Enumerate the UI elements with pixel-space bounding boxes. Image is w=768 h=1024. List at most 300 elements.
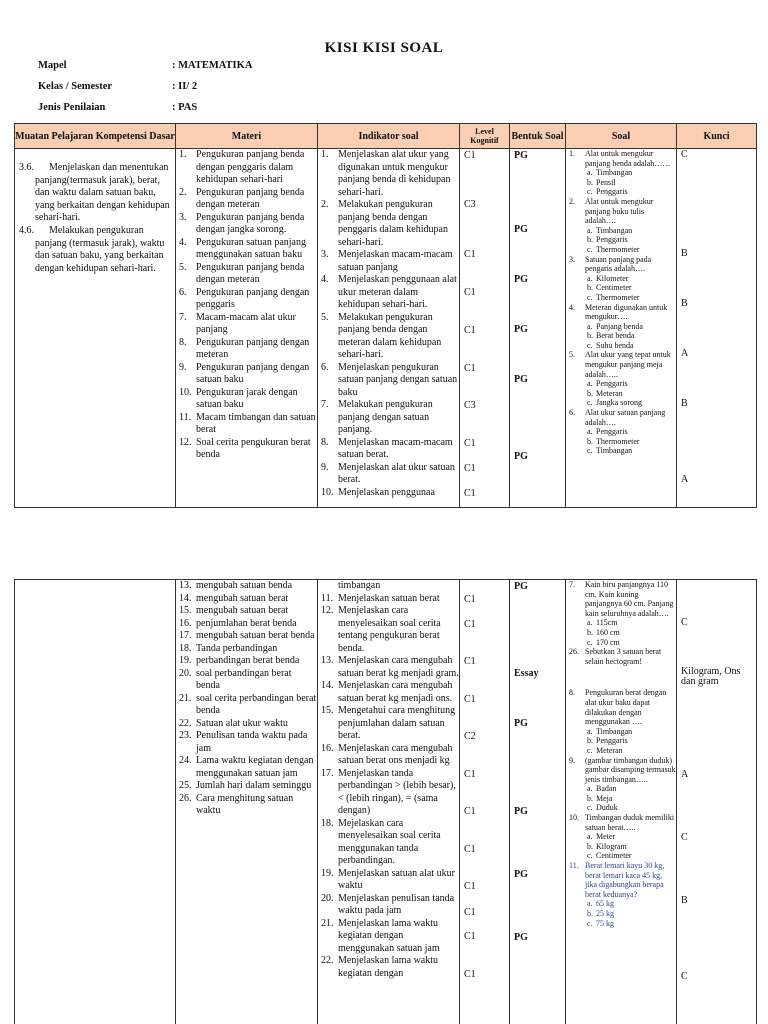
answer-option <box>566 331 676 341</box>
question-block <box>566 688 676 755</box>
item-text: Menjelaskan satuan berat <box>338 592 440 604</box>
indikator-item <box>318 955 459 980</box>
item-text: Menjelaskan penggunaan alat ukur meteran dalam kehidupan sehari-hari. <box>338 274 457 310</box>
question-text <box>566 756 676 785</box>
question-text <box>566 303 676 322</box>
question-number: 7. <box>569 580 575 589</box>
question-number: 3. <box>569 254 575 264</box>
level-cell <box>460 580 510 1024</box>
option-letter: b. <box>587 436 593 446</box>
meta-value: : II/ 2 <box>172 81 198 92</box>
level-value: C3 <box>464 199 476 210</box>
option-text: Timbangan <box>596 726 633 736</box>
level-value: C1 <box>464 619 476 630</box>
question-body: Timbangan duduk memiliki satuan berat….. <box>585 813 675 832</box>
option-letter: a. <box>587 726 593 736</box>
materi-item <box>176 580 317 593</box>
question-body: Sebutkan 3 satuan berat selain hectogram! <box>585 647 662 666</box>
question-body: (gambar timbangan duduk) gambar disamping termasuk jenis timbangan….. <box>585 755 676 784</box>
option-letter: c. <box>587 637 593 647</box>
option-letter: b. <box>587 331 593 341</box>
level-value: C1 <box>464 844 476 855</box>
answer-option <box>566 736 676 746</box>
question-block <box>566 861 676 928</box>
option-letter: c. <box>587 918 593 928</box>
bentuk-cell <box>510 580 566 1024</box>
item-text: Menjelaskan macam-macam satuan berat. <box>338 436 453 460</box>
item-text: Menjelaskan cara mengubah satuan berat kg menjadi gram. <box>338 655 459 679</box>
question-number: 1. <box>569 149 575 158</box>
question-text <box>566 408 676 427</box>
header-materi: Materi <box>176 124 318 149</box>
answer-option <box>566 427 676 437</box>
question-number: 9. <box>569 755 575 765</box>
item-text: Cara menghitung satuan waktu <box>196 792 294 816</box>
soal-cell <box>566 149 677 508</box>
question-number: 5. <box>569 350 575 360</box>
item-number: 1. <box>321 149 329 160</box>
kunci-value: B <box>681 895 688 906</box>
answer-option <box>566 226 676 236</box>
option-text: Jangka sorong <box>596 398 642 408</box>
materi-item <box>176 287 317 312</box>
item-text: Pengukuran jarak dengan satuan baku <box>196 386 298 410</box>
option-text: Thermometer <box>596 244 640 254</box>
option-letter: b. <box>587 909 593 918</box>
item-number: 1. <box>179 149 187 160</box>
item-number: 23. <box>179 730 192 741</box>
item-text: Menjelaskan pengukuran satuan panjang dengan satuan baku <box>338 361 458 398</box>
answer-option <box>566 919 676 929</box>
answer-option <box>566 178 676 188</box>
meta-label: Kelas / Semester <box>38 81 113 92</box>
answer-option <box>566 245 676 255</box>
item-number: 19. <box>321 867 334 879</box>
item-text: Melakukan pengukuran panjang benda dengan meteran dalam kehidupan sehari-hari. <box>338 311 442 360</box>
bentuk-value: PG <box>514 374 528 385</box>
answer-option <box>566 168 676 178</box>
question-number: 6. <box>569 408 575 418</box>
kd-cell <box>15 149 176 508</box>
indikator-item <box>318 893 459 918</box>
answer-option <box>566 446 676 456</box>
answer-option <box>566 235 676 245</box>
option-letter: b. <box>587 793 593 803</box>
item-text: Macam-macam alat ukur panjang <box>196 311 296 335</box>
level-value: C1 <box>464 325 476 336</box>
meta-value: : MATEMATIKA <box>172 60 253 71</box>
item-number: 21. <box>179 692 192 704</box>
option-text: Thermometer <box>596 292 640 302</box>
kd-cell <box>15 580 176 1024</box>
materi-item <box>176 643 317 656</box>
item-text: Menjelaskan alat ukur satuan berat. <box>338 461 455 485</box>
materi-item <box>176 212 317 237</box>
item-number: 8. <box>179 336 187 348</box>
answer-option <box>566 803 676 813</box>
answer-option <box>566 187 676 197</box>
materi-item <box>176 730 317 755</box>
item-number: 14. <box>321 680 334 691</box>
item-number: 15. <box>179 605 192 616</box>
level-value: C1 <box>464 907 476 918</box>
kunci-value: C <box>681 149 688 160</box>
level-value: C1 <box>464 249 476 260</box>
option-letter: a. <box>587 784 593 794</box>
kunci-value: C <box>681 617 688 628</box>
item-number: 13. <box>179 580 192 591</box>
option-text: Timbangan <box>596 168 633 178</box>
option-text: 160 cm <box>596 627 620 637</box>
item-text: mengubah satuan berat <box>196 592 289 604</box>
materi-item <box>176 312 317 337</box>
indikator-item <box>318 462 459 487</box>
item-number: 18. <box>179 642 192 654</box>
question-number: 26. <box>569 647 579 657</box>
item-text: Pengukuran panjang benda dengan meteran <box>196 186 305 210</box>
item-text: soal perbandingan berat benda <box>196 667 292 691</box>
option-letter: c. <box>587 292 593 302</box>
question-body: Alat ukur satuan panjang adalah…. <box>585 408 666 427</box>
header-kd: Muatan Pelajaran Kompetensi Dasar <box>15 124 176 149</box>
option-letter: b. <box>587 627 593 637</box>
item-number: 4. <box>179 236 187 248</box>
question-block <box>566 255 676 303</box>
answer-option <box>566 727 676 737</box>
item-text: Pengukuran panjang dengan penggaris <box>196 286 310 310</box>
bentuk-value: PG <box>514 869 528 880</box>
option-letter: a. <box>587 379 593 389</box>
question-text <box>566 197 676 226</box>
option-letter: c. <box>587 244 593 254</box>
item-number: 5. <box>321 311 329 323</box>
item-text: Lama waktu kegiatan dengan menggunakan satuan jam <box>196 755 314 779</box>
item-text: Mengetahui cara menghitung penjumlahan dalam satuan berat. <box>338 705 456 741</box>
option-letter: c. <box>587 446 593 456</box>
answer-option <box>566 341 676 351</box>
option-letter: a. <box>587 321 593 331</box>
table-row <box>15 149 757 508</box>
item-text: Menjelaskan macam-macam satuan panjang <box>338 249 453 273</box>
bentuk-value: PG <box>514 224 528 235</box>
item-number: 25. <box>179 780 192 791</box>
option-letter: a. <box>587 899 593 909</box>
item-number: 22. <box>321 955 334 966</box>
item-text: Melakukan pengukuran panjang dengan satuan panjang. <box>338 399 433 435</box>
materi-item <box>176 262 317 287</box>
indikator-item <box>318 437 459 462</box>
option-text: Timbangan <box>596 225 633 235</box>
question-block <box>566 813 676 861</box>
question-block <box>566 303 676 351</box>
item-text: Pengukuran panjang benda dengan meteran <box>196 261 305 285</box>
option-text: Meteran <box>596 745 623 755</box>
answer-option <box>566 283 676 293</box>
item-text: mengubah satuan berat benda <box>196 630 315 641</box>
item-number: 9. <box>321 461 329 473</box>
item-text: perbandingan berat benda <box>196 655 300 666</box>
materi-item <box>176 693 317 718</box>
option-text: Penggaris <box>596 736 628 746</box>
item-number: 13. <box>321 655 334 666</box>
question-text <box>566 580 676 618</box>
option-text: Centimeter <box>596 851 632 861</box>
materi-item <box>176 793 317 818</box>
indikator-item <box>318 655 459 680</box>
question-body: Berat lemari kayu 30 kg, berat lemari kaca 45 kg, jika digabungkan berapa berat keduanya? <box>585 861 665 899</box>
item-number: 9. <box>179 361 187 373</box>
item-number: 7. <box>179 311 187 323</box>
indikator-item <box>318 743 459 768</box>
kunci-value: A <box>681 348 689 359</box>
level-value: C1 <box>464 694 476 705</box>
meta-value: : PAS <box>172 102 198 113</box>
option-text: Penggaris <box>596 235 628 245</box>
level-value: C1 <box>464 931 476 942</box>
question-text <box>566 350 676 379</box>
item-text: Menjelaskan lama waktu kegiatan dengan <box>338 955 438 979</box>
table-header-row <box>15 124 757 149</box>
answer-option <box>566 628 676 638</box>
answer-option <box>566 389 676 399</box>
level-value: C1 <box>464 150 476 161</box>
answer-option <box>566 899 676 909</box>
question-text <box>566 647 676 666</box>
kunci-cell <box>677 580 757 1024</box>
item-number: 4. <box>321 274 329 285</box>
level-value: C1 <box>464 363 476 374</box>
item-text: Macam timbangan dan satuan berat <box>196 411 316 435</box>
indikator-cell <box>318 580 460 1024</box>
item-number: 16. <box>179 617 192 629</box>
materi-cell <box>176 149 318 508</box>
answer-option <box>566 909 676 919</box>
indikator-item <box>318 199 459 249</box>
item-text: Pengukuran panjang dengan meteran <box>196 336 310 360</box>
indikator-item <box>318 768 459 818</box>
item-text: Menjelaskan alat ukur yang digunakan untuk mengukur panjang benda di kehidupan sehari-hari. <box>338 149 451 198</box>
answer-option <box>566 437 676 447</box>
indikator-continuation: timbangan <box>338 580 381 591</box>
option-text: Kilometer <box>596 273 629 283</box>
item-text: Menjelaskan cara mengubah satuan berat kg menjadi ons. <box>338 680 453 704</box>
item-number: 20. <box>321 892 334 904</box>
item-number: 8. <box>321 436 329 448</box>
answer-option <box>566 322 676 332</box>
materi-item <box>176 362 317 387</box>
item-text: Pengukuran panjang benda dengan jangka sorong. <box>196 211 305 235</box>
question-text <box>566 861 676 899</box>
question-number: 11. <box>569 861 579 871</box>
level-value: C2 <box>464 731 476 742</box>
answer-option <box>566 293 676 303</box>
item-number: 21. <box>321 917 334 929</box>
answer-option <box>566 379 676 389</box>
question-body: Satuan panjang pada pengaris adalah…. <box>585 254 652 274</box>
option-text: Meter <box>596 832 616 842</box>
option-text: 25 kg <box>596 909 614 918</box>
item-text: mengubah satuan benda <box>196 580 293 591</box>
indikator-item <box>318 487 459 500</box>
kunci-value: A <box>681 474 689 485</box>
indikator-item <box>318 705 459 743</box>
item-number: 10. <box>179 386 192 398</box>
option-letter: a. <box>587 168 593 178</box>
document-title: KISI KISI SOAL <box>324 40 444 56</box>
item-number: 7. <box>321 399 329 410</box>
item-number: 20. <box>179 667 192 679</box>
answer-option <box>566 746 676 756</box>
question-block <box>566 647 676 666</box>
indikator-item <box>318 312 459 362</box>
level-value: C1 <box>464 969 476 980</box>
indikator-item <box>318 249 459 274</box>
kd-item: 3.6. Menjelaskan dan menentukan panjang(termasuk jarak), berat, dan waktu dalam satuan baku, yang berkaitan dengan kehidupan sehari-hari. <box>19 162 170 224</box>
materi-item <box>176 337 317 362</box>
option-text: 75 kg <box>596 918 614 928</box>
option-letter: b. <box>587 736 593 746</box>
indikator-item <box>318 918 459 956</box>
answer-option <box>566 398 676 408</box>
level-value: C1 <box>464 463 476 474</box>
materi-item <box>176 655 317 668</box>
item-text: Menjelaskan cara mengubah satuan berat ons menjadi kg <box>338 742 453 766</box>
indikator-cell <box>318 149 460 508</box>
item-text: penjumlahan berat benda <box>196 617 297 629</box>
item-number: 26. <box>179 792 192 804</box>
item-number: 18. <box>321 817 334 829</box>
question-body: Pengukuran berat dengan alat ukur baku dapat dilakukan dengan menggunakan …. <box>585 688 667 727</box>
level-value: C1 <box>464 656 476 667</box>
item-number: 17. <box>321 767 334 779</box>
item-number: 6. <box>321 361 329 373</box>
level-value: C1 <box>464 594 476 605</box>
item-number: 11. <box>321 592 334 604</box>
bentuk-value: PG <box>514 150 528 161</box>
question-text <box>566 149 676 168</box>
level-value: C1 <box>464 881 476 892</box>
item-text: Menjelaskan tanda perbandingan > (lebih besar), < (lebih ringan), = (sama dengan) <box>338 767 456 816</box>
bentuk-value: PG <box>514 806 528 817</box>
kunci-value: B <box>681 248 688 259</box>
item-text: Satuan alat ukur waktu <box>196 717 288 729</box>
item-text: Menjelaskan penggunaa <box>338 486 435 498</box>
option-text: Penggaris <box>596 427 628 437</box>
item-number: 3. <box>321 249 329 260</box>
option-letter: c. <box>587 340 593 350</box>
question-number: 8. <box>569 688 575 698</box>
option-letter: b. <box>587 177 593 187</box>
bentuk-cell <box>510 149 566 508</box>
option-text: Meteran <box>596 388 623 398</box>
item-number: 10. <box>321 486 334 498</box>
option-letter: b. <box>587 388 593 398</box>
meta-label: Mapel <box>38 60 67 71</box>
kunci-value: C <box>681 971 688 982</box>
option-text: Badan <box>596 784 617 794</box>
question-block <box>566 580 676 647</box>
level-value: C1 <box>464 488 476 499</box>
item-number: 2. <box>179 186 187 198</box>
option-letter: b. <box>587 841 593 851</box>
item-number: 2. <box>321 199 329 210</box>
option-text: Penggaris <box>596 187 628 197</box>
materi-item <box>176 618 317 631</box>
item-text: mengubah satuan berat <box>196 605 289 616</box>
question-block <box>566 350 676 408</box>
bentuk-value: PG <box>514 324 528 335</box>
option-letter: c. <box>587 187 593 197</box>
materi-item <box>176 718 317 731</box>
question-block <box>566 756 676 814</box>
question-body: Kain biru panjangnya 110 cm. Kain kuning panjangnya 60 cm. Panjang kain seluruhnya adalah…. <box>585 580 674 618</box>
item-number: 11. <box>179 411 192 423</box>
option-letter: a. <box>587 427 593 437</box>
option-letter: c. <box>587 398 593 408</box>
item-text: Soal cerita pengukuran berat benda <box>196 436 311 460</box>
question-text <box>566 688 676 726</box>
item-text: Mejelaskan cara menyelesaikan soal cerita menggunakan tanda perbandingan. <box>338 817 441 866</box>
item-number: 17. <box>179 630 192 641</box>
item-text: Menjelaskan satuan alat ukur waktu <box>338 867 455 891</box>
indikator-item <box>318 593 459 606</box>
indikator-item <box>318 362 459 400</box>
level-value: C3 <box>464 400 476 411</box>
item-number: 12. <box>179 436 192 448</box>
materi-item <box>176 237 317 262</box>
kisi-table-page-1 <box>14 123 757 508</box>
indikator-item <box>318 149 459 199</box>
option-letter: c. <box>587 745 593 755</box>
item-number: 16. <box>321 742 334 754</box>
question-block <box>566 149 676 197</box>
materi-item <box>176 780 317 793</box>
item-text: Menjelaskan penulisan tanda waktu pada jam <box>338 892 455 916</box>
option-text: Kilogram <box>596 841 627 851</box>
option-text: 170 cm <box>596 637 620 647</box>
kunci-value: B <box>681 398 688 409</box>
bentuk-value: Essay <box>514 668 539 679</box>
materi-item <box>176 187 317 212</box>
header-soal: Soal <box>566 124 677 149</box>
soal-cell <box>566 580 677 1024</box>
item-text: Melakukan pengukuran panjang benda dengan penggaris dalam kehidupan sehari-hari. <box>338 199 448 248</box>
option-letter: a. <box>587 618 593 628</box>
item-number: 12. <box>321 605 334 616</box>
item-text: Pengukuran panjang benda dengan penggaris dalam kehidupan sehari-hari <box>196 149 305 185</box>
level-value: C1 <box>464 769 476 780</box>
option-text: Duduk <box>596 803 618 813</box>
option-text: Meja <box>596 793 613 803</box>
answer-option <box>566 851 676 861</box>
answer-option <box>566 794 676 804</box>
indikator-item <box>318 399 459 437</box>
table-row <box>15 580 757 1024</box>
kunci-value: C <box>681 832 688 843</box>
option-letter: c. <box>587 803 593 813</box>
question-body: Meteran digunakan untuk mengukur…. <box>585 302 668 322</box>
question-number: 4. <box>569 302 575 312</box>
item-number: 3. <box>179 211 187 223</box>
bentuk-value: PG <box>514 718 528 729</box>
answer-option <box>566 842 676 852</box>
item-number: 24. <box>179 755 192 766</box>
option-letter: a. <box>587 832 593 842</box>
item-text: Pengukuran satuan panjang menggunakan satuan baku <box>196 236 306 260</box>
option-text: Thermometer <box>596 436 640 446</box>
option-text: Suhu benda <box>596 340 634 350</box>
level-value: C1 <box>464 806 476 817</box>
